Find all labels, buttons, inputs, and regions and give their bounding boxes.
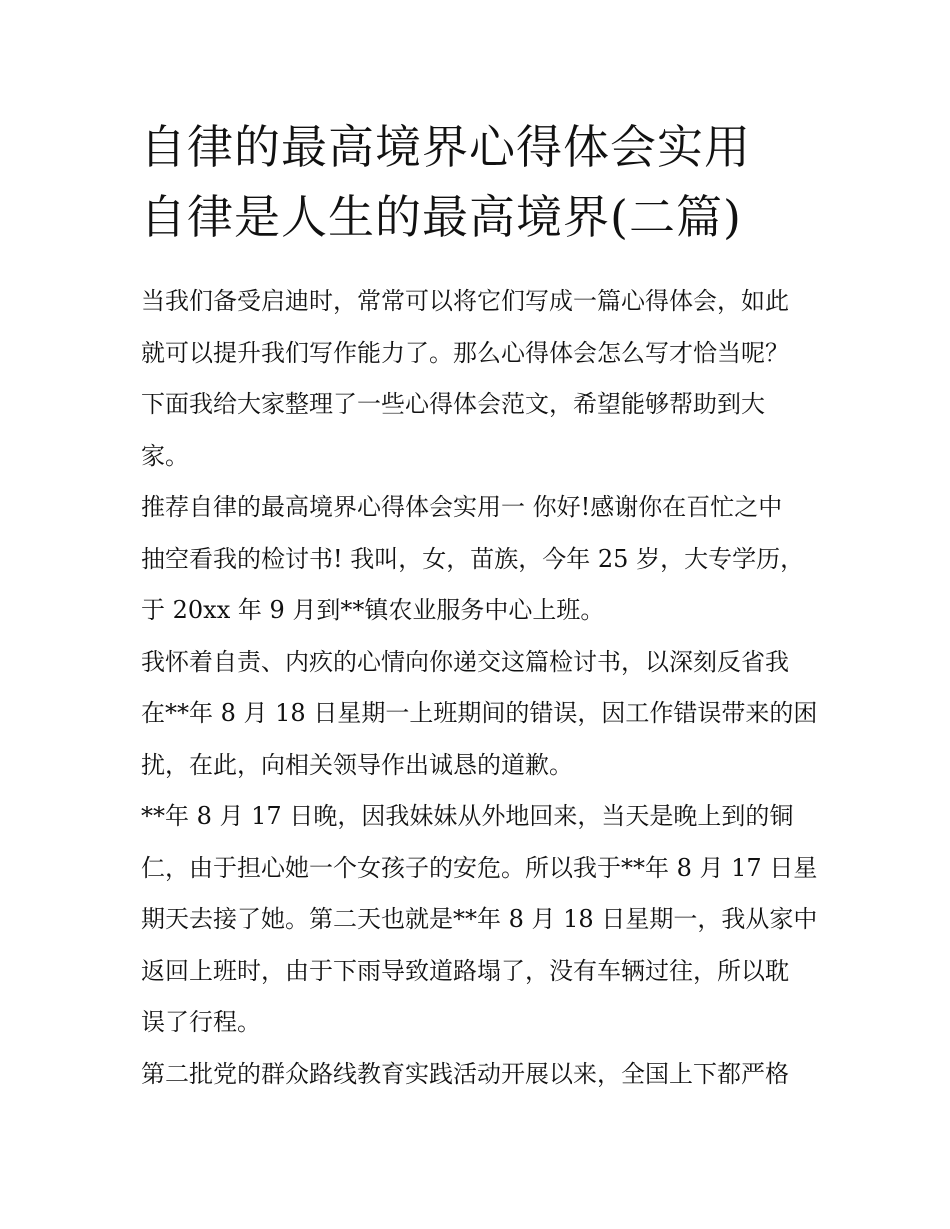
text-line: 抽空看我的检讨书! 我叫，女，苗族，今年 25 岁，大专学历，	[141, 544, 805, 573]
text-line: 第二批党的群众路线教育实践活动开展以来，全国上下都严格	[141, 1059, 789, 1088]
text-line: 期天去接了她。第二天也就是**年 8 月 18 日星期一，我从家中	[141, 905, 818, 933]
text-line: 仁，由于担心她一个女孩子的安危。所以我于**年 8 月 17 日星	[141, 853, 818, 882]
text-line: 返回上班时，由于下雨导致道路塌了，没有车辆过往，所以耽	[141, 956, 789, 985]
text-line: **年 8 月 17 日晚，因我妹妹从外地回来，当天是晚上到的铜	[141, 802, 794, 830]
paragraph-campaign	[141, 1049, 813, 1101]
paragraph-intro	[141, 276, 813, 482]
paragraph-greeting	[141, 482, 813, 637]
text-line: 推荐自律的最高境界心得体会实用一 你好!感谢你在百忙之中	[141, 493, 783, 521]
paragraph-explanation	[141, 791, 818, 1049]
document-title	[140, 112, 830, 252]
text-line: 就可以提升我们写作能力了。那么心得体会怎么写才恰当呢？	[141, 338, 789, 367]
text-line: 在**年 8 月 18 日星期一上班期间的错误，因工作错误带来的困	[141, 699, 818, 727]
text-line: 家。	[141, 441, 189, 470]
text-line: 当我们备受启迪时，常常可以将它们写成一篇心得体会，如此	[141, 287, 789, 315]
paragraph-apology	[141, 637, 818, 792]
title-line-1: 自律的最高境界心得体会实用	[140, 120, 751, 174]
text-line: 下面我给大家整理了一些心得体会范文，希望能够帮助到大	[141, 390, 765, 418]
text-line: 扰，在此，向相关领导作出诚恳的道歉。	[141, 750, 573, 779]
document-body	[141, 276, 818, 1100]
text-line: 我怀着自责、内疚的心情向你递交这篇检讨书，以深刻反省我	[141, 647, 789, 676]
text-line: 于 20xx 年 9 月到**镇农业服务中心上班。	[141, 596, 605, 624]
title-line-2: 自律是人生的最高境界(二篇)	[140, 190, 742, 244]
text-line: 误了行程。	[141, 1008, 261, 1036]
